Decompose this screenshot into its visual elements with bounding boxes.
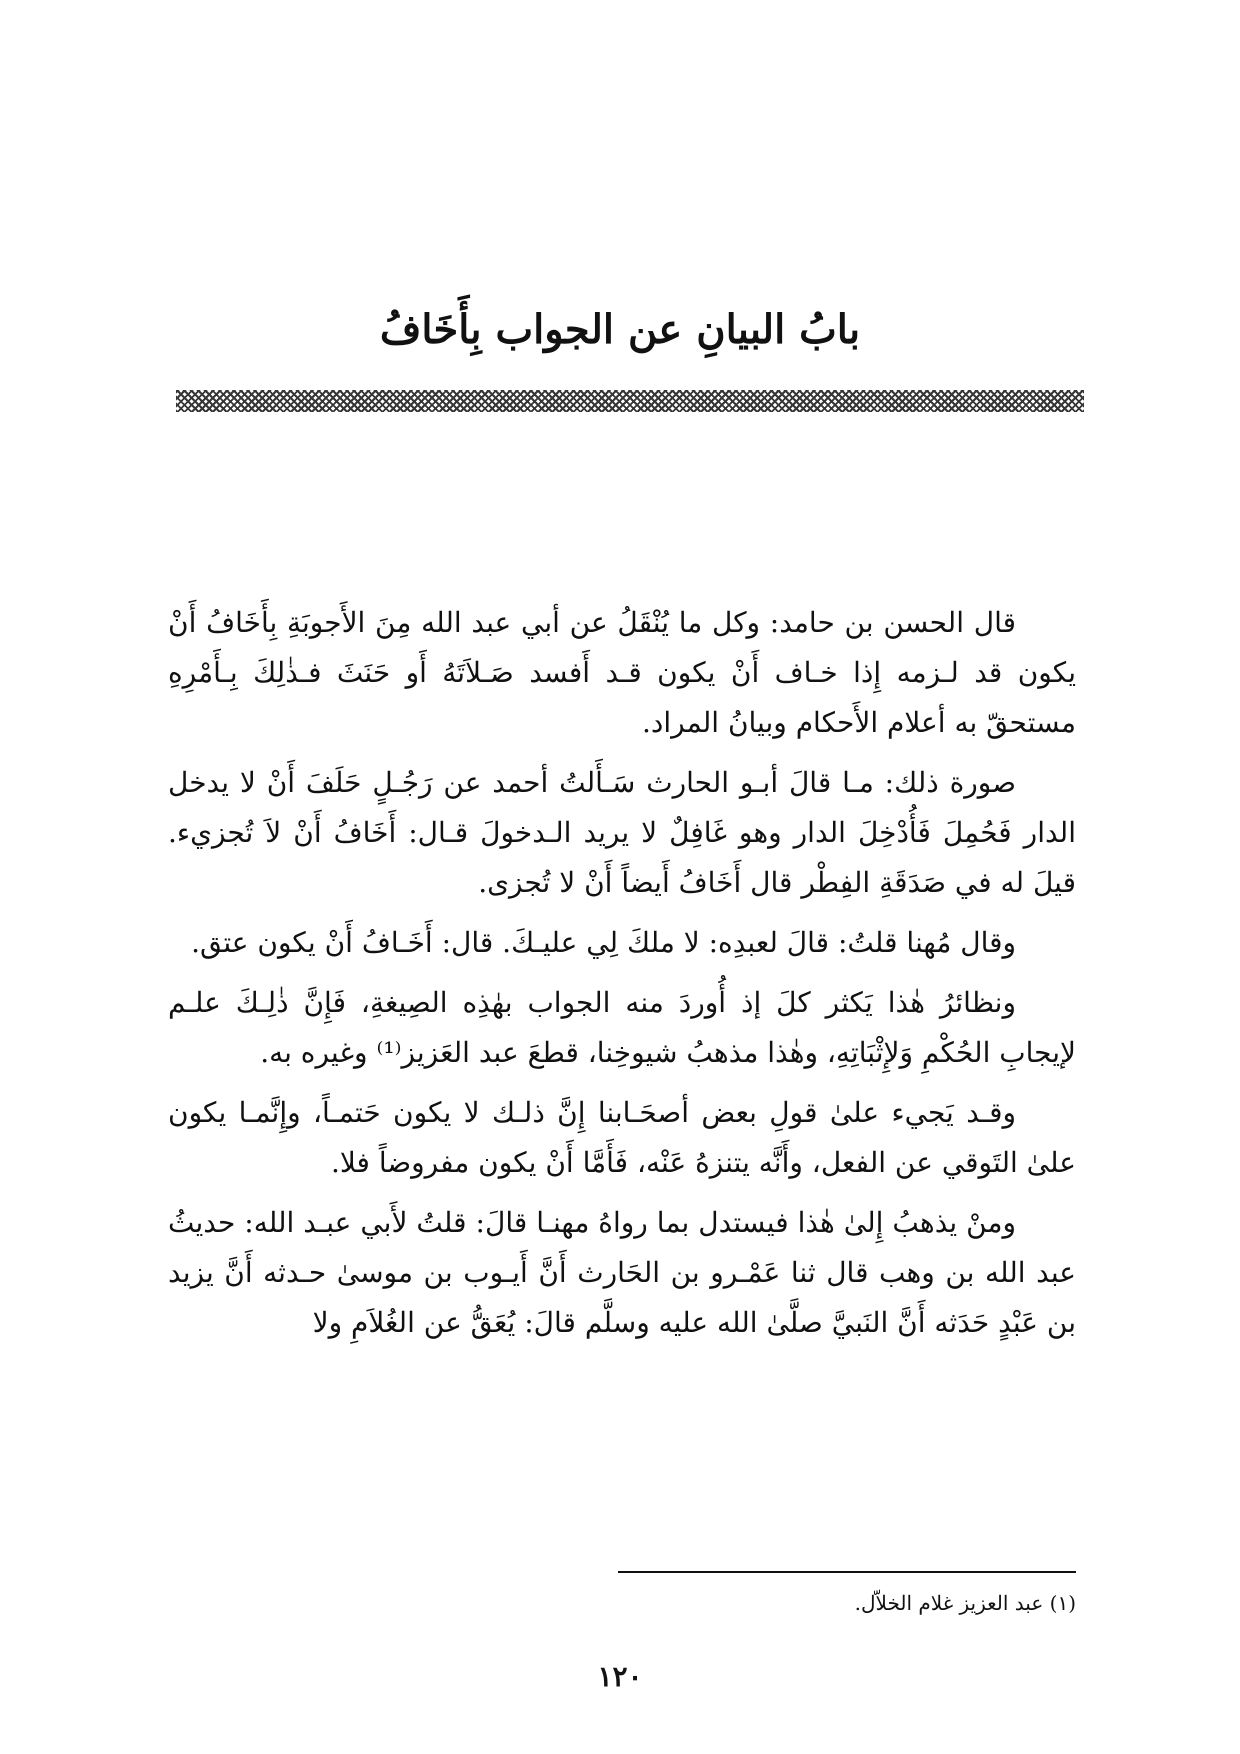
page-number: ١٢٠ bbox=[597, 1660, 643, 1693]
body-text bbox=[168, 598, 1076, 1358]
paragraph: ونظائرُ هٰذا يَكثر كلَ إذ أُوردَ منه الجواب بهٰذِه الصِيغةِ، فَإِنَّ ذٰلِـكَ علـم لإيجابِ الحُكْمِ وَلإِثْبَاتِهِ، وهٰذا مذهبُ شيوخِنا، قطعَ عبد العَزيز⁽¹⁾ وغيره به. bbox=[168, 986, 1076, 1069]
chapter-title: بابُ البيانِ عن الجواب بِأَخَافُ bbox=[379, 306, 861, 353]
paragraph: ومنْ يذهبُ إِلىٰ هٰذا فيستدل بما رواهُ مهنـا قالَ: قلتُ لأَبي عبـد الله: حديثُ عبد الله بن وهب قال ثنا عَمْـرو بن الحَارث أَنَّ أَيـوب بن موسىٰ حـدثه أَنَّ يزيد بن عَبْدٍ حَدَثه أَنَّ النَبيَّ صلَّىٰ الله عليه وسلَّم قالَ: يُعَقُّ عن الغُلاَمِ ولا bbox=[168, 1206, 1076, 1339]
decorative-divider bbox=[176, 390, 1084, 412]
footnote: (١) عبد العزيز غلام الخلاّل. bbox=[854, 1591, 1076, 1615]
footnote-separator bbox=[618, 1571, 1076, 1573]
paragraph: صورة ذلك: مـا قالَ أبـو الحارث سَـأَلتُ أحمد عن رَجُـلٍ حَلَفَ أَنْ لا يدخل الدار فَحُمِلَ فَأُدْخِلَ الدار وهو غَافِلٌ لا يريد الـدخولَ قـال: أَخَافُ أَنْ لاَ تُجزيء. قيلَ له في صَدَقَةِ الفِطْر قال أَخَافُ أَيضاً أَنْ لا تُجزى. bbox=[168, 766, 1076, 899]
paragraph: وقال مُهنا قلتُ: قالَ لعبدِه: لا ملكَ لِي عليـكَ. قال: أَخَـافُ أَنْ يكون عتق. bbox=[191, 926, 1016, 959]
paragraph: قال الحسن بن حامد: وكل ما يُنْقَلُ عن أبي عبد الله مِنَ الأَجوبَةِ بِأَخَافُ أَنْ يكون قد لـزمه إِذا خـاف أَنْ يكون قـد أَفسد صَـلاَتَهُ أَو حَنَثَ فـذٰلِكَ بِـأَمْرِهِ مستحقّ به أعلام الأَحكام وبيانُ المراد. bbox=[168, 606, 1076, 739]
paragraph: وقـد يَجيء علىٰ قولِ بعض أصحَـابنا إِنَّ ذلـك لا يكون حَتمـاً، وإِنَّمـا يكون علىٰ التَوقي عن الفعل، وأَنَّه يتنزهُ عَنْه، فَأَمَّا أَنْ يكون مفروضاً فلا. bbox=[168, 1096, 1076, 1179]
